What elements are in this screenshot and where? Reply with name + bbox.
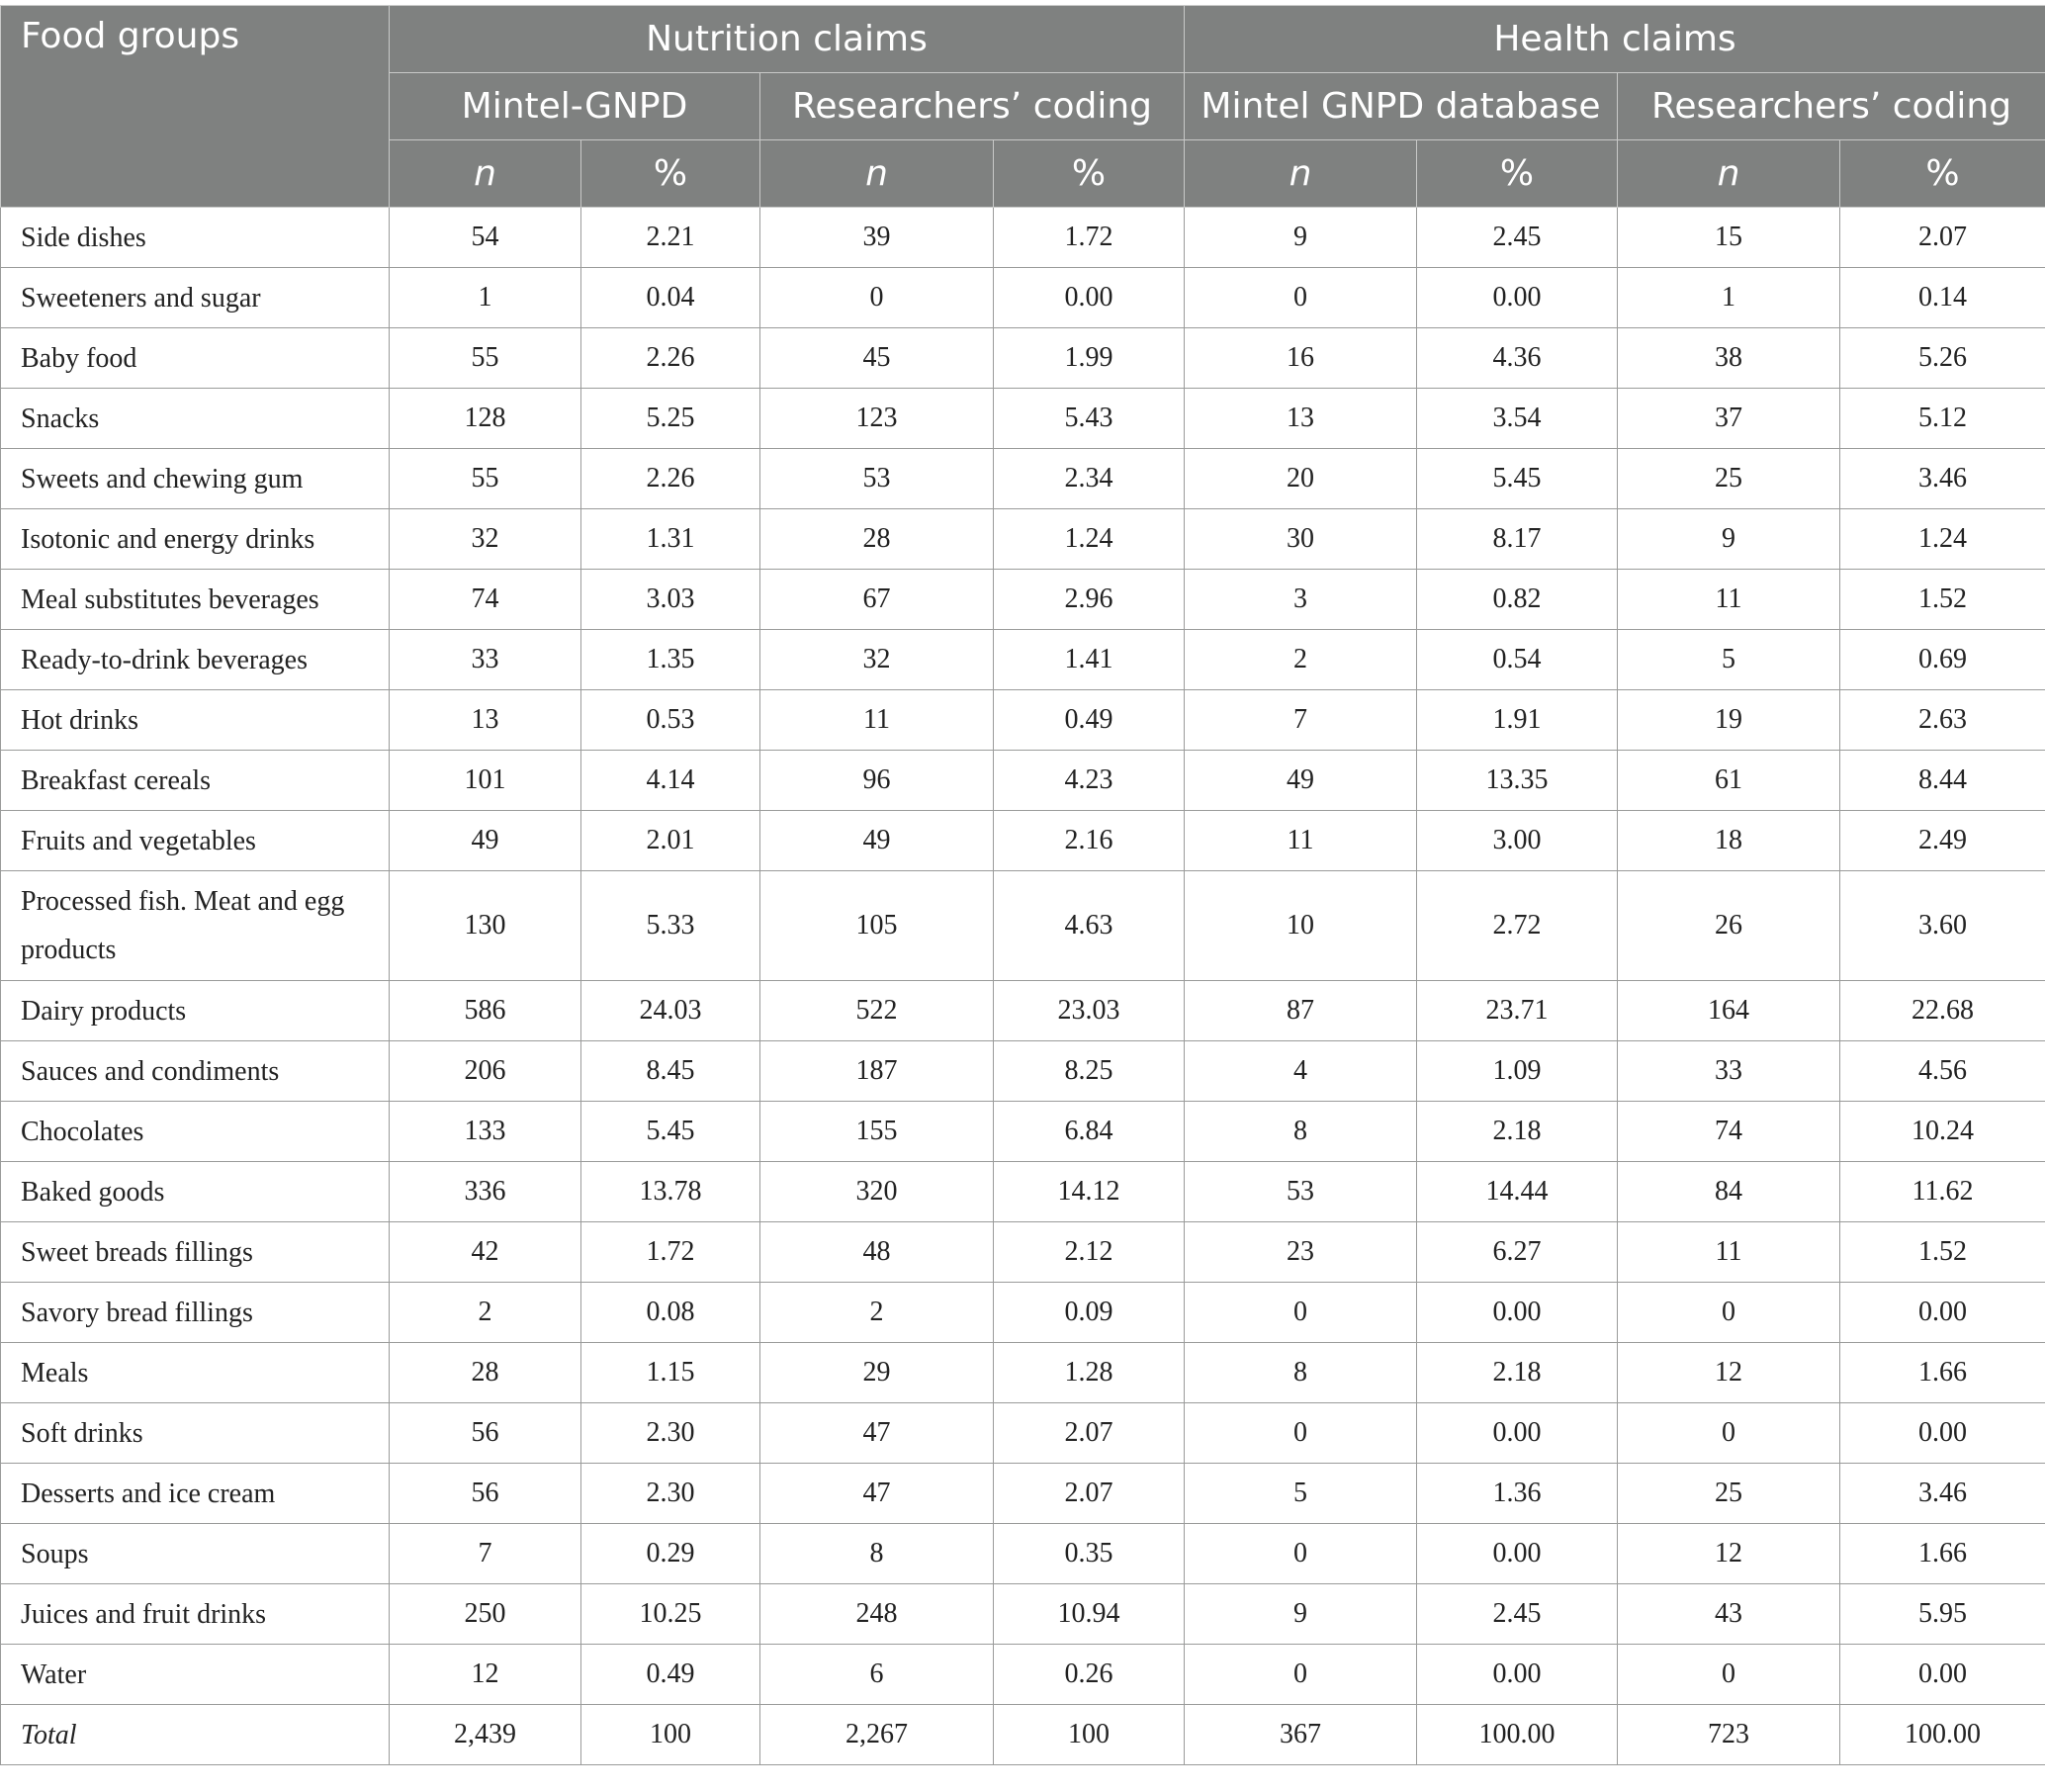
cell-nutrition-researchers-n: 48 bbox=[760, 1222, 994, 1283]
cell-nutrition-researchers-n: 187 bbox=[760, 1041, 994, 1102]
cell-nutrition-mintel-pct: 1.72 bbox=[581, 1222, 760, 1283]
cell-health-mintel-n: 4 bbox=[1185, 1041, 1417, 1102]
cell-health-mintel-pct: 0.82 bbox=[1417, 570, 1618, 630]
cell-health-mintel-n: 3 bbox=[1185, 570, 1417, 630]
food-group-name: Soft drinks bbox=[1, 1403, 390, 1464]
cell-nutrition-researchers-n: 28 bbox=[760, 509, 994, 570]
table-row bbox=[1, 208, 2045, 268]
cell-nutrition-researchers-n: 39 bbox=[760, 208, 994, 268]
table-row bbox=[1, 1343, 2045, 1403]
cell-health-researchers-n: 37 bbox=[1618, 389, 1840, 449]
cell-nutrition-researchers-n: 29 bbox=[760, 1343, 994, 1403]
cell-nutrition-mintel-n: 130 bbox=[390, 871, 581, 981]
cell-health-researchers-pct: 1.52 bbox=[1840, 570, 2045, 630]
table-row bbox=[1, 1584, 2045, 1645]
cell-nutrition-researchers-pct: 2.16 bbox=[994, 811, 1185, 871]
cell-nutrition-researchers-pct: 6.84 bbox=[994, 1102, 1185, 1162]
cell-health-researchers-pct: 3.46 bbox=[1840, 449, 2045, 509]
cell-nutrition-researchers-pct: 2.12 bbox=[994, 1222, 1185, 1283]
cell-nutrition-mintel-pct: 13.78 bbox=[581, 1162, 760, 1222]
cell-nutrition-researchers-n: 32 bbox=[760, 630, 994, 690]
header-percent: % bbox=[1417, 140, 1618, 208]
cell-nutrition-researchers-n: 67 bbox=[760, 570, 994, 630]
cell-nutrition-mintel-n: 32 bbox=[390, 509, 581, 570]
cell-nutrition-researchers-pct: 5.43 bbox=[994, 389, 1185, 449]
table-row bbox=[1, 981, 2045, 1041]
cell-health-mintel-n: 5 bbox=[1185, 1464, 1417, 1524]
table-row bbox=[1, 268, 2045, 328]
table-row bbox=[1, 1464, 2045, 1524]
cell-nutrition-mintel-pct: 2.26 bbox=[581, 328, 760, 389]
cell-health-mintel-n: 49 bbox=[1185, 751, 1417, 811]
cell-health-researchers-n: 15 bbox=[1618, 208, 1840, 268]
cell-nutrition-mintel-pct: 0.53 bbox=[581, 690, 760, 751]
food-group-name: Baby food bbox=[1, 328, 390, 389]
table-row bbox=[1, 509, 2045, 570]
cell-health-researchers-n: 12 bbox=[1618, 1343, 1840, 1403]
cell-nutrition-mintel-n: 586 bbox=[390, 981, 581, 1041]
table-row bbox=[1, 389, 2045, 449]
cell-health-mintel-n: 9 bbox=[1185, 1584, 1417, 1645]
cell-health-researchers-pct: 2.63 bbox=[1840, 690, 2045, 751]
food-group-name: Meals bbox=[1, 1343, 390, 1403]
food-group-name: Sweets and chewing gum bbox=[1, 449, 390, 509]
food-group-name: Isotonic and energy drinks bbox=[1, 509, 390, 570]
cell-health-researchers-n: 26 bbox=[1618, 871, 1840, 981]
cell-health-mintel-pct: 0.00 bbox=[1417, 1283, 1618, 1343]
cell-nutrition-researchers-pct: 4.63 bbox=[994, 871, 1185, 981]
cell-nutrition-researchers-n: 45 bbox=[760, 328, 994, 389]
cell-nutrition-mintel-pct: 2.30 bbox=[581, 1403, 760, 1464]
cell-health-mintel-n: 0 bbox=[1185, 1403, 1417, 1464]
cell-nutrition-mintel-n: 2 bbox=[390, 1283, 581, 1343]
cell-nutrition-researchers-n: 2,267 bbox=[760, 1705, 994, 1765]
cell-health-mintel-pct: 2.45 bbox=[1417, 1584, 1618, 1645]
table-row bbox=[1, 630, 2045, 690]
cell-health-researchers-n: 164 bbox=[1618, 981, 1840, 1041]
food-group-name: Dairy products bbox=[1, 981, 390, 1041]
food-claims-table bbox=[0, 5, 2045, 1765]
header-percent: % bbox=[581, 140, 760, 208]
cell-nutrition-mintel-pct: 1.31 bbox=[581, 509, 760, 570]
cell-health-mintel-pct: 3.00 bbox=[1417, 811, 1618, 871]
cell-health-mintel-pct: 6.27 bbox=[1417, 1222, 1618, 1283]
cell-health-mintel-pct: 100.00 bbox=[1417, 1705, 1618, 1765]
cell-health-mintel-pct: 3.54 bbox=[1417, 389, 1618, 449]
table-row bbox=[1, 570, 2045, 630]
cell-nutrition-researchers-n: 8 bbox=[760, 1524, 994, 1584]
cell-nutrition-researchers-pct: 8.25 bbox=[994, 1041, 1185, 1102]
cell-health-mintel-n: 367 bbox=[1185, 1705, 1417, 1765]
cell-nutrition-researchers-n: 49 bbox=[760, 811, 994, 871]
cell-nutrition-researchers-pct: 1.99 bbox=[994, 328, 1185, 389]
cell-nutrition-mintel-pct: 1.35 bbox=[581, 630, 760, 690]
cell-nutrition-researchers-pct: 4.23 bbox=[994, 751, 1185, 811]
cell-health-mintel-n: 8 bbox=[1185, 1343, 1417, 1403]
header-health-claims: Health claims bbox=[1185, 6, 2045, 73]
cell-health-mintel-pct: 5.45 bbox=[1417, 449, 1618, 509]
cell-nutrition-researchers-pct: 2.07 bbox=[994, 1464, 1185, 1524]
cell-nutrition-mintel-pct: 1.15 bbox=[581, 1343, 760, 1403]
cell-health-researchers-n: 43 bbox=[1618, 1584, 1840, 1645]
cell-nutrition-mintel-pct: 24.03 bbox=[581, 981, 760, 1041]
cell-nutrition-mintel-pct: 2.26 bbox=[581, 449, 760, 509]
cell-nutrition-researchers-n: 11 bbox=[760, 690, 994, 751]
cell-health-mintel-n: 10 bbox=[1185, 871, 1417, 981]
cell-nutrition-researchers-pct: 10.94 bbox=[994, 1584, 1185, 1645]
table-row bbox=[1, 1102, 2045, 1162]
food-group-name: Snacks bbox=[1, 389, 390, 449]
cell-nutrition-mintel-n: 12 bbox=[390, 1645, 581, 1705]
cell-health-researchers-pct: 4.56 bbox=[1840, 1041, 2045, 1102]
cell-health-mintel-pct: 1.91 bbox=[1417, 690, 1618, 751]
cell-nutrition-mintel-pct: 8.45 bbox=[581, 1041, 760, 1102]
food-group-name: Savory bread fillings bbox=[1, 1283, 390, 1343]
cell-nutrition-mintel-n: 55 bbox=[390, 328, 581, 389]
table-row bbox=[1, 1283, 2045, 1343]
cell-health-researchers-pct: 0.14 bbox=[1840, 268, 2045, 328]
food-group-name: Juices and fruit drinks bbox=[1, 1584, 390, 1645]
cell-health-researchers-n: 25 bbox=[1618, 1464, 1840, 1524]
food-group-name: Breakfast cereals bbox=[1, 751, 390, 811]
header-researchers-coding-health: Researchers’ coding bbox=[1618, 73, 2045, 140]
cell-health-mintel-n: 23 bbox=[1185, 1222, 1417, 1283]
cell-nutrition-mintel-pct: 4.14 bbox=[581, 751, 760, 811]
food-group-name: Sweet breads fillings bbox=[1, 1222, 390, 1283]
header-percent: % bbox=[994, 140, 1185, 208]
cell-health-researchers-n: 84 bbox=[1618, 1162, 1840, 1222]
cell-nutrition-researchers-pct: 23.03 bbox=[994, 981, 1185, 1041]
cell-nutrition-mintel-pct: 2.21 bbox=[581, 208, 760, 268]
food-group-name: Desserts and ice cream bbox=[1, 1464, 390, 1524]
food-group-name: Side dishes bbox=[1, 208, 390, 268]
cell-health-mintel-pct: 23.71 bbox=[1417, 981, 1618, 1041]
cell-nutrition-researchers-pct: 0.09 bbox=[994, 1283, 1185, 1343]
cell-health-mintel-pct: 2.18 bbox=[1417, 1102, 1618, 1162]
cell-health-researchers-pct: 5.95 bbox=[1840, 1584, 2045, 1645]
cell-nutrition-mintel-n: 206 bbox=[390, 1041, 581, 1102]
cell-nutrition-mintel-n: 2,439 bbox=[390, 1705, 581, 1765]
cell-health-researchers-pct: 1.66 bbox=[1840, 1343, 2045, 1403]
cell-health-mintel-pct: 1.09 bbox=[1417, 1041, 1618, 1102]
cell-nutrition-mintel-pct: 5.33 bbox=[581, 871, 760, 981]
cell-health-researchers-n: 5 bbox=[1618, 630, 1840, 690]
cell-health-mintel-n: 9 bbox=[1185, 208, 1417, 268]
cell-nutrition-researchers-n: 123 bbox=[760, 389, 994, 449]
cell-health-researchers-n: 38 bbox=[1618, 328, 1840, 389]
cell-health-researchers-pct: 3.60 bbox=[1840, 871, 2045, 981]
cell-health-mintel-pct: 14.44 bbox=[1417, 1162, 1618, 1222]
cell-nutrition-mintel-n: 7 bbox=[390, 1524, 581, 1584]
cell-health-researchers-pct: 0.69 bbox=[1840, 630, 2045, 690]
table-row bbox=[1, 1524, 2045, 1584]
cell-health-mintel-pct: 1.36 bbox=[1417, 1464, 1618, 1524]
cell-health-researchers-n: 11 bbox=[1618, 1222, 1840, 1283]
cell-nutrition-mintel-n: 56 bbox=[390, 1403, 581, 1464]
cell-health-mintel-n: 87 bbox=[1185, 981, 1417, 1041]
cell-nutrition-researchers-pct: 2.07 bbox=[994, 1403, 1185, 1464]
cell-nutrition-researchers-pct: 1.24 bbox=[994, 509, 1185, 570]
food-group-name: Ready-to-drink beverages bbox=[1, 630, 390, 690]
food-group-name: Processed fish. Meat and egg products bbox=[1, 871, 390, 981]
cell-nutrition-researchers-n: 522 bbox=[760, 981, 994, 1041]
table-row bbox=[1, 1403, 2045, 1464]
cell-health-researchers-n: 9 bbox=[1618, 509, 1840, 570]
cell-nutrition-researchers-pct: 100 bbox=[994, 1705, 1185, 1765]
cell-nutrition-mintel-pct: 0.08 bbox=[581, 1283, 760, 1343]
cell-nutrition-mintel-n: 33 bbox=[390, 630, 581, 690]
cell-nutrition-mintel-n: 55 bbox=[390, 449, 581, 509]
cell-health-researchers-pct: 11.62 bbox=[1840, 1162, 2045, 1222]
cell-nutrition-mintel-n: 1 bbox=[390, 268, 581, 328]
cell-health-mintel-pct: 13.35 bbox=[1417, 751, 1618, 811]
cell-nutrition-researchers-n: 248 bbox=[760, 1584, 994, 1645]
cell-health-researchers-pct: 8.44 bbox=[1840, 751, 2045, 811]
cell-health-researchers-pct: 0.00 bbox=[1840, 1403, 2045, 1464]
cell-health-researchers-n: 11 bbox=[1618, 570, 1840, 630]
food-group-name: Total bbox=[1, 1705, 390, 1765]
cell-health-researchers-pct: 1.52 bbox=[1840, 1222, 2045, 1283]
cell-health-mintel-n: 30 bbox=[1185, 509, 1417, 570]
cell-nutrition-researchers-pct: 0.00 bbox=[994, 268, 1185, 328]
cell-nutrition-mintel-n: 336 bbox=[390, 1162, 581, 1222]
cell-health-mintel-n: 0 bbox=[1185, 1524, 1417, 1584]
header-mintel-gnpd: Mintel-GNPD bbox=[390, 73, 760, 140]
total-row bbox=[1, 1705, 2045, 1765]
cell-nutrition-researchers-pct: 0.26 bbox=[994, 1645, 1185, 1705]
cell-health-mintel-pct: 0.54 bbox=[1417, 630, 1618, 690]
cell-nutrition-mintel-pct: 0.04 bbox=[581, 268, 760, 328]
cell-health-researchers-pct: 0.00 bbox=[1840, 1283, 2045, 1343]
cell-health-mintel-n: 53 bbox=[1185, 1162, 1417, 1222]
cell-health-researchers-n: 18 bbox=[1618, 811, 1840, 871]
cell-health-mintel-n: 0 bbox=[1185, 268, 1417, 328]
header-food-groups: Food groups bbox=[1, 6, 390, 208]
cell-nutrition-researchers-n: 105 bbox=[760, 871, 994, 981]
cell-health-researchers-pct: 2.49 bbox=[1840, 811, 2045, 871]
cell-nutrition-mintel-n: 54 bbox=[390, 208, 581, 268]
cell-nutrition-mintel-n: 13 bbox=[390, 690, 581, 751]
cell-health-researchers-pct: 5.26 bbox=[1840, 328, 2045, 389]
cell-nutrition-researchers-pct: 0.49 bbox=[994, 690, 1185, 751]
cell-health-researchers-n: 1 bbox=[1618, 268, 1840, 328]
table-row bbox=[1, 1645, 2045, 1705]
cell-health-researchers-pct: 100.00 bbox=[1840, 1705, 2045, 1765]
cell-health-mintel-pct: 4.36 bbox=[1417, 328, 1618, 389]
cell-health-mintel-pct: 0.00 bbox=[1417, 268, 1618, 328]
cell-health-mintel-n: 20 bbox=[1185, 449, 1417, 509]
cell-nutrition-researchers-n: 53 bbox=[760, 449, 994, 509]
cell-nutrition-researchers-pct: 14.12 bbox=[994, 1162, 1185, 1222]
cell-nutrition-mintel-pct: 5.25 bbox=[581, 389, 760, 449]
cell-health-researchers-n: 61 bbox=[1618, 751, 1840, 811]
food-group-name: Meal substitutes beverages bbox=[1, 570, 390, 630]
cell-nutrition-mintel-n: 101 bbox=[390, 751, 581, 811]
cell-health-researchers-n: 25 bbox=[1618, 449, 1840, 509]
food-group-name: Soups bbox=[1, 1524, 390, 1584]
header-percent: % bbox=[1840, 140, 2045, 208]
cell-nutrition-researchers-n: 155 bbox=[760, 1102, 994, 1162]
cell-nutrition-mintel-n: 133 bbox=[390, 1102, 581, 1162]
cell-nutrition-researchers-n: 96 bbox=[760, 751, 994, 811]
food-group-name: Chocolates bbox=[1, 1102, 390, 1162]
cell-nutrition-mintel-pct: 100 bbox=[581, 1705, 760, 1765]
table-row bbox=[1, 328, 2045, 389]
cell-nutrition-researchers-pct: 2.96 bbox=[994, 570, 1185, 630]
header-n: n bbox=[1185, 140, 1417, 208]
cell-health-mintel-n: 7 bbox=[1185, 690, 1417, 751]
table-body bbox=[1, 208, 2045, 1765]
header-mintel-gnpd-database: Mintel GNPD database bbox=[1185, 73, 1618, 140]
cell-nutrition-mintel-pct: 2.01 bbox=[581, 811, 760, 871]
cell-health-researchers-pct: 3.46 bbox=[1840, 1464, 2045, 1524]
cell-health-researchers-n: 723 bbox=[1618, 1705, 1840, 1765]
cell-nutrition-researchers-pct: 2.34 bbox=[994, 449, 1185, 509]
cell-health-researchers-n: 12 bbox=[1618, 1524, 1840, 1584]
cell-nutrition-researchers-pct: 0.35 bbox=[994, 1524, 1185, 1584]
cell-health-mintel-n: 13 bbox=[1185, 389, 1417, 449]
cell-health-mintel-pct: 2.72 bbox=[1417, 871, 1618, 981]
cell-health-researchers-pct: 0.00 bbox=[1840, 1645, 2045, 1705]
cell-nutrition-researchers-pct: 1.28 bbox=[994, 1343, 1185, 1403]
cell-nutrition-researchers-pct: 1.41 bbox=[994, 630, 1185, 690]
cell-health-researchers-n: 0 bbox=[1618, 1403, 1840, 1464]
cell-nutrition-researchers-n: 6 bbox=[760, 1645, 994, 1705]
food-group-name: Baked goods bbox=[1, 1162, 390, 1222]
cell-nutrition-mintel-n: 250 bbox=[390, 1584, 581, 1645]
table-row bbox=[1, 751, 2045, 811]
cell-nutrition-mintel-pct: 0.29 bbox=[581, 1524, 760, 1584]
cell-health-mintel-pct: 0.00 bbox=[1417, 1403, 1618, 1464]
table-row bbox=[1, 1162, 2045, 1222]
header-n: n bbox=[760, 140, 994, 208]
table-row bbox=[1, 1041, 2045, 1102]
cell-nutrition-researchers-n: 0 bbox=[760, 268, 994, 328]
cell-health-mintel-pct: 2.18 bbox=[1417, 1343, 1618, 1403]
cell-health-researchers-pct: 5.12 bbox=[1840, 389, 2045, 449]
table-row bbox=[1, 871, 2045, 981]
cell-health-researchers-pct: 22.68 bbox=[1840, 981, 2045, 1041]
header-n: n bbox=[390, 140, 581, 208]
cell-health-researchers-pct: 10.24 bbox=[1840, 1102, 2045, 1162]
cell-nutrition-mintel-n: 28 bbox=[390, 1343, 581, 1403]
cell-health-mintel-n: 0 bbox=[1185, 1283, 1417, 1343]
table-row bbox=[1, 811, 2045, 871]
cell-health-mintel-pct: 2.45 bbox=[1417, 208, 1618, 268]
cell-nutrition-mintel-n: 49 bbox=[390, 811, 581, 871]
cell-health-mintel-n: 11 bbox=[1185, 811, 1417, 871]
cell-health-researchers-pct: 1.66 bbox=[1840, 1524, 2045, 1584]
cell-health-mintel-pct: 8.17 bbox=[1417, 509, 1618, 570]
cell-nutrition-mintel-n: 42 bbox=[390, 1222, 581, 1283]
cell-health-researchers-n: 0 bbox=[1618, 1645, 1840, 1705]
food-group-name: Water bbox=[1, 1645, 390, 1705]
food-group-name: Fruits and vegetables bbox=[1, 811, 390, 871]
cell-nutrition-mintel-pct: 10.25 bbox=[581, 1584, 760, 1645]
cell-health-researchers-pct: 1.24 bbox=[1840, 509, 2045, 570]
cell-health-mintel-n: 0 bbox=[1185, 1645, 1417, 1705]
cell-health-mintel-n: 8 bbox=[1185, 1102, 1417, 1162]
table-header bbox=[1, 6, 2045, 208]
cell-health-researchers-n: 74 bbox=[1618, 1102, 1840, 1162]
cell-nutrition-mintel-pct: 3.03 bbox=[581, 570, 760, 630]
cell-health-mintel-n: 2 bbox=[1185, 630, 1417, 690]
cell-health-mintel-pct: 0.00 bbox=[1417, 1645, 1618, 1705]
header-nutrition-claims: Nutrition claims bbox=[390, 6, 1185, 73]
cell-health-mintel-n: 16 bbox=[1185, 328, 1417, 389]
cell-nutrition-mintel-n: 56 bbox=[390, 1464, 581, 1524]
cell-nutrition-researchers-n: 320 bbox=[760, 1162, 994, 1222]
food-group-name: Hot drinks bbox=[1, 690, 390, 751]
cell-nutrition-researchers-n: 2 bbox=[760, 1283, 994, 1343]
cell-nutrition-researchers-n: 47 bbox=[760, 1464, 994, 1524]
table-row bbox=[1, 690, 2045, 751]
table-row bbox=[1, 449, 2045, 509]
cell-nutrition-mintel-pct: 5.45 bbox=[581, 1102, 760, 1162]
cell-health-researchers-pct: 2.07 bbox=[1840, 208, 2045, 268]
food-group-name: Sweeteners and sugar bbox=[1, 268, 390, 328]
food-group-name: Sauces and condiments bbox=[1, 1041, 390, 1102]
cell-health-researchers-n: 33 bbox=[1618, 1041, 1840, 1102]
cell-health-researchers-n: 0 bbox=[1618, 1283, 1840, 1343]
header-researchers-coding-nutrition: Researchers’ coding bbox=[760, 73, 1185, 140]
cell-nutrition-researchers-n: 47 bbox=[760, 1403, 994, 1464]
cell-nutrition-mintel-n: 74 bbox=[390, 570, 581, 630]
cell-nutrition-researchers-pct: 1.72 bbox=[994, 208, 1185, 268]
cell-nutrition-mintel-pct: 2.30 bbox=[581, 1464, 760, 1524]
cell-nutrition-mintel-pct: 0.49 bbox=[581, 1645, 760, 1705]
header-n: n bbox=[1618, 140, 1840, 208]
table-row bbox=[1, 1222, 2045, 1283]
cell-health-mintel-pct: 0.00 bbox=[1417, 1524, 1618, 1584]
cell-health-researchers-n: 19 bbox=[1618, 690, 1840, 751]
cell-nutrition-mintel-n: 128 bbox=[390, 389, 581, 449]
